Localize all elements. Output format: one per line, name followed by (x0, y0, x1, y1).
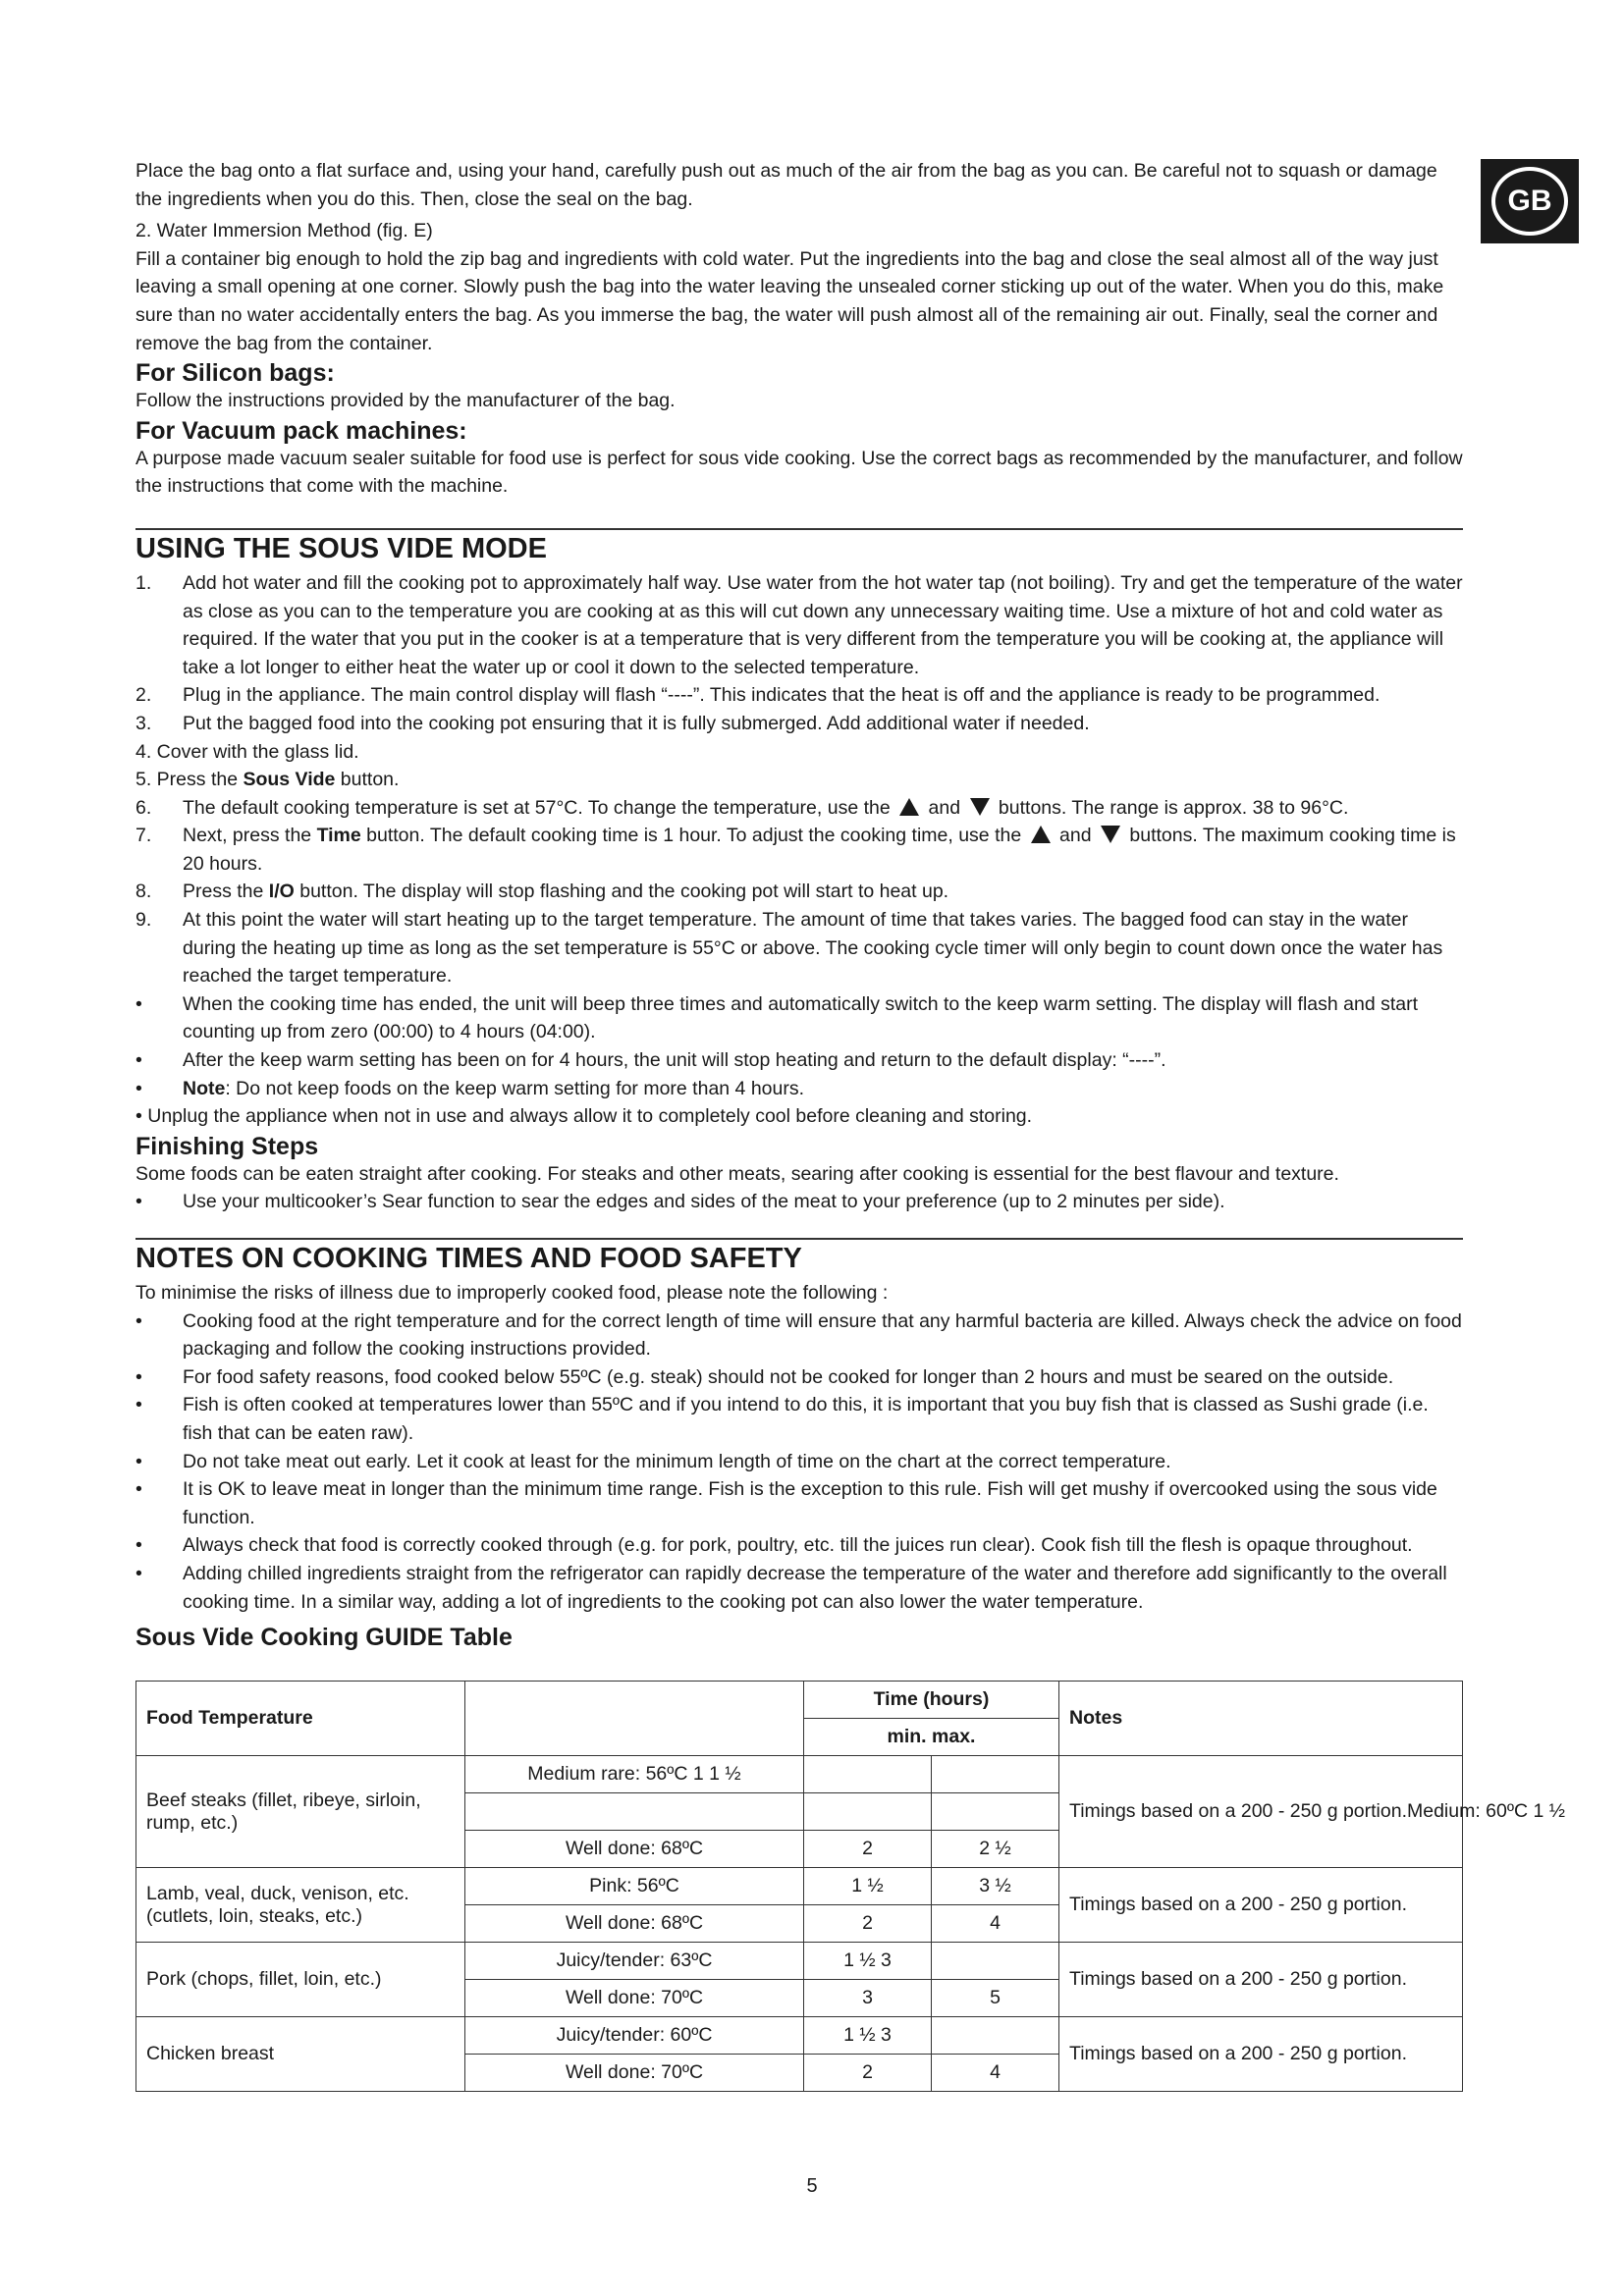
notes-bullet-4: • Do not take meat out early. Let it cook at least for the minimum length of time on the chart at the correct temperature. (135, 1448, 1463, 1476)
step-3 (135, 710, 1463, 738)
doneness-cell: Juicy/tender: 60ºC (465, 2017, 804, 2055)
down-arrow-icon (970, 798, 990, 816)
bullet: • (135, 1478, 142, 1501)
step-1 (135, 569, 1463, 681)
step-9 (135, 906, 1463, 990)
header-time: Time (hours) (804, 1682, 1059, 1719)
step-text: Press the I/O button. The display will stop flashing and the cooking pot will start to heat up. (183, 881, 949, 903)
bullet-note: • Note: Do not keep foods on the keep warm setting for more than 4 hours. (135, 1075, 1463, 1103)
step-text: Plug in the appliance. The main control display will flash “----”. This indicates that the heat is off and the appliance is ready to be programmed. (183, 684, 1380, 707)
bullet: • (135, 1394, 142, 1416)
step-text: Put the bagged food into the cooking pot ensuring that it is fully submerged. Add additional water if needed. (183, 712, 1090, 734)
guide-title: Sous Vide Cooking GUIDE Table (135, 1624, 513, 1652)
min-cell: 1 ½ 3 (804, 2017, 932, 2055)
doneness-cell: Juicy/tender: 63ºC (465, 1943, 804, 1980)
step-number: 6. (135, 796, 152, 819)
bullet: • (135, 1365, 142, 1388)
page-content (135, 157, 1463, 1651)
table-row (136, 1868, 1463, 1905)
doneness-cell: Well done: 70ºC (465, 1980, 804, 2017)
bullet: • (135, 1191, 142, 1213)
step-6 (135, 794, 1463, 823)
bullet-sear: • Use your multicooker’s Sear function to sear the edges and sides of the meat to your preference (up to 2 minutes per side). (135, 1188, 1463, 1216)
header-blank (465, 1682, 804, 1756)
notes-bullet-5: • It is OK to leave meat in longer than the minimum time range. Fish is the exception to this rule. Fish will get mushy if overcooked using the sous vide function. (135, 1475, 1463, 1531)
notes-bullet-7: • Adding chilled ingredients straight from the refrigerator can rapidly decrease the temperature of the water and therefore add significantly to the overall cooking time. In a similar way, adding a lot of ingredients to the cooking pot can also lower the water temperature. (135, 1560, 1463, 1616)
bullet: • (135, 1562, 142, 1584)
table-header-row (136, 1682, 1463, 1719)
min-cell: 3 (804, 1980, 932, 2017)
sous-vide-heading: USING THE SOUS VIDE MODE (135, 528, 1463, 565)
notes-cell: Timings based on a 200 - 250 g portion. (1059, 1868, 1463, 1943)
down-arrow-icon (1101, 826, 1120, 843)
max-cell: 4 (932, 2055, 1059, 2092)
bullet: • (135, 1309, 142, 1332)
doneness-cell: Well done: 70ºC (465, 2055, 804, 2092)
doneness-cell: Medium rare: 56ºC 1 1 ½ (465, 1756, 804, 1793)
header-min-max: min. max. (804, 1719, 1059, 1756)
bullet: • (135, 1077, 142, 1099)
step-text: At this point the water will start heating up to the target temperature. The amount of time that takes varies. The bagged food can stay in the water during the heating up time as long as the set temperature is 55°C or above. The cooking cycle timer will only begin to count down once the water has reached the target temperature. (183, 909, 1443, 988)
step-number: 3. (135, 712, 152, 734)
bullet: • (135, 1534, 142, 1557)
header-notes: Notes (1059, 1682, 1463, 1756)
step-number: 1. (135, 571, 152, 594)
notes-bullet-1: • Cooking food at the right temperature and for the correct length of time will ensure that any harmful bacteria are killed. Always check the advice on food packaging and follow the cooking instructions provided. (135, 1308, 1463, 1363)
step-text: The default cooking temperature is set at 57°C. To change the temperature, use the and buttons. The range is approx. 38 to 96°C. (183, 796, 1349, 819)
step-text: Add hot water and fill the cooking pot to approximately half way. Use water from the hot water tap (not boiling). Try and get the temperature of the water as close as you can to the temperature you are cooking at as this will cut down any unnecessary waiting time. Use a mixture of hot and cold water as required. If the water that you put in the cooker is at a temperature that is very different from the temperature you will be cooking at, the appliance will take a lot longer to either heat the water up or cool it down to the selected temperature. (183, 571, 1463, 678)
notes-cell: Timings based on a 200 - 250 g portion. (1059, 2017, 1463, 2092)
vacuum-text: A purpose made vacuum sealer suitable for food use is perfect for sous vide cooking. Use the correct bags as recommended by the manufacturer, and follow the instructions that come with the machine. (135, 447, 1463, 498)
bullet-unplug: • Unplug the appliance when not in use and always allow it to completely cool before cleaning and storing. (135, 1105, 1033, 1128)
page-number: 5 (806, 2175, 818, 2197)
up-arrow-icon (1031, 826, 1051, 843)
min-cell: 2 (804, 1831, 932, 1868)
step-2 (135, 681, 1463, 710)
step-8 (135, 878, 1463, 906)
step-7 (135, 822, 1463, 878)
bullet-keep-warm: • After the keep warm setting has been on for 4 hours, the unit will stop heating and return to the default display: “----”. (135, 1046, 1463, 1075)
finishing-text: Some foods can be eaten straight after cooking. For steaks and other meats, searing after cooking is essential for the best flavour and texture. (135, 1162, 1339, 1185)
step-5: 5. Press the Sous Vide button. (135, 769, 400, 791)
step-number: 8. (135, 881, 152, 903)
step-number: 7. (135, 825, 152, 847)
step-number: 9. (135, 909, 152, 932)
doneness-cell: Well done: 68ºC (465, 1831, 804, 1868)
silicon-heading: For Silicon bags: (135, 359, 335, 388)
intro-paragraph-1: Place the bag onto a flat surface and, using your hand, carefully push out as much of the air from the bag as you can. Be careful not to squash or damage the ingredients when you do this. Then, close the seal on the bag. (135, 160, 1437, 210)
bullet: • (135, 1049, 142, 1072)
notes-heading: NOTES ON COOKING TIMES AND FOOD SAFETY (135, 1238, 1463, 1275)
bullet: • (135, 1450, 142, 1472)
min-cell: 1 ½ (804, 1868, 932, 1905)
language-badge (1481, 159, 1579, 243)
notes-bullet-6: • Always check that food is correctly cooked through (e.g. for pork, poultry, etc. till the juices run clear). Cook fish till the flesh is opaque throughout. (135, 1531, 1463, 1560)
step-4: 4. Cover with the glass lid. (135, 740, 359, 763)
table-row (136, 2017, 1463, 2055)
doneness-cell: Well done: 68ºC (465, 1905, 804, 1943)
min-cell: 2 (804, 2055, 932, 2092)
food-cell: Pork (chops, fillet, loin, etc.) (136, 1943, 465, 2017)
max-cell: 5 (932, 1980, 1059, 2017)
max-cell: 4 (932, 1905, 1059, 1943)
notes-bullet-2: • For food safety reasons, food cooked below 55ºC (e.g. steak) should not be cooked for longer than 2 hours and must be seared on the outside. (135, 1363, 1463, 1392)
bullet: • (135, 992, 142, 1015)
silicon-text: Follow the instructions provided by the manufacturer of the bag. (135, 390, 676, 412)
notes-cell: Timings based on a 200 - 250 g portion. (1059, 1943, 1463, 2017)
step-text: Next, press the Time button. The default cooking time is 1 hour. To adjust the cooking time, use the and buttons. The maximum cooking time is 20 hours. (183, 825, 1456, 875)
finishing-heading: Finishing Steps (135, 1132, 319, 1160)
min-cell: 2 (804, 1905, 932, 1943)
food-cell: Beef steaks (fillet, ribeye, sirloin, rump, etc.) (136, 1756, 465, 1868)
food-cell: Lamb, veal, duck, venison, etc. (cutlets, loin, steaks, etc.) (136, 1868, 465, 1943)
up-arrow-icon (899, 798, 919, 816)
food-cell: Chicken breast (136, 2017, 465, 2092)
notes-intro: To minimise the risks of illness due to improperly cooked food, please note the following : (135, 1282, 889, 1304)
intro-paragraph-2: Fill a container big enough to hold the zip bag and ingredients with cold water. Put the ingredients into the bag and close the seal almost all of the way just leaving a small opening at one corner. Slowly push the bag into the water leaving the unsealed corner sticking up out of the water. When you do this, make sure than no water accidentally enters the bag. As you immerse the bag, the water will push almost all of the remaining air out. Finally, seal the corner and remove the bag from the container. (135, 247, 1444, 354)
notes-cell: Timings based on a 200 - 250 g portion.Medium: 60ºC 1 ½ (1059, 1756, 1463, 1868)
doneness-cell: Pink: 56ºC (465, 1868, 804, 1905)
step-number: 2. (135, 684, 152, 707)
intro-method-label: 2. Water Immersion Method (fig. E) (135, 220, 433, 242)
min-cell: 1 ½ 3 (804, 1943, 932, 1980)
max-cell: 2 ½ (932, 1831, 1059, 1868)
vacuum-heading: For Vacuum pack machines: (135, 416, 467, 445)
language-badge-label: GB (1491, 167, 1568, 236)
bullet-cooking-ended: • When the cooking time has ended, the unit will beep three times and automatically switch to the keep warm setting. The display will flash and start counting up from zero (00:00) to 4 hours (04:00). (135, 990, 1463, 1046)
table-row (136, 1943, 1463, 1980)
max-cell: 3 ½ (932, 1868, 1059, 1905)
sous-vide-guide-table (135, 1681, 1566, 2092)
header-food: Food Temperature (136, 1682, 465, 1756)
notes-bullet-3: • Fish is often cooked at temperatures lower than 55ºC and if you intend to do this, it is important that you buy fish that is classed as Sushi grade (i.e. fish that can be eaten raw). (135, 1391, 1463, 1447)
table-row (136, 1756, 1463, 1793)
